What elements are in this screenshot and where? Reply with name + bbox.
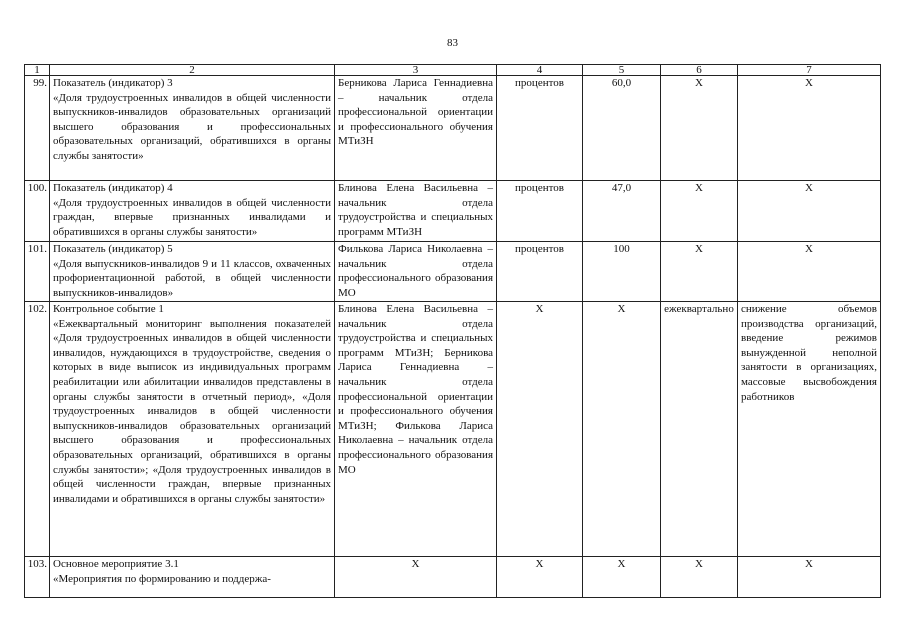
row-unit: процентов (497, 76, 583, 181)
row-description (50, 557, 335, 598)
row-col7: X (738, 76, 881, 181)
row-text: «Ежеквартальный мониторинг выполнения показателей «Доля трудоустроенных инвалидов в общей численности инвалидов, нуждающихся в трудоустройстве, сведения о которых в виде выписок из индивидуальных программ реабилитации или абилитации инвалидов представлены в органы службы занятости в отчетный период», «Доля трудоустроенных инвалидов в общей численности выпускников-инвалидов образовательных организаций высшего образования и профессиональных образовательных организаций, обратившихся в органы службы занятости»; «Доля трудоустроенных инвалидов в общей численности граждан, впервые признанных инвалидами и обратившихся в органы службы занятости» (53, 317, 331, 505)
row-unit: X (497, 302, 583, 557)
header-col-1: 1 (25, 65, 50, 76)
row-value: X (583, 302, 661, 557)
row-responsible: X (335, 557, 497, 598)
row-number: 100. (25, 181, 50, 242)
row-col7: X (738, 242, 881, 302)
row-responsible: Блинова Елена Васильевна – начальник отдела трудоустройства и специальных программ МТиЗН (335, 181, 497, 242)
plan-table (24, 64, 881, 598)
row-unit: процентов (497, 242, 583, 302)
row-value: 100 (583, 242, 661, 302)
row-responsible: Филькова Лариса Николаевна – начальник отдела профессионального образования МО (335, 242, 497, 302)
row-number: 102. (25, 302, 50, 557)
row-title: Показатель (индикатор) 5 (53, 243, 173, 255)
table-row (25, 242, 881, 302)
row-number: 101. (25, 242, 50, 302)
row-title: Контрольное событие 1 (53, 303, 164, 315)
header-col-2: 2 (50, 65, 335, 76)
table-row (25, 557, 881, 598)
row-value: X (583, 557, 661, 598)
row-col7: X (738, 557, 881, 598)
row-col7: снижение объемов производства организаций, введение режимов вынужденной неполной занятости в организациях, массовые высвобождения работников (738, 302, 881, 557)
row-responsible: Берникова Лариса Геннадиевна – начальник отдела профессиональной ориентации и профессионального обучения МТиЗН (335, 76, 497, 181)
row-description (50, 76, 335, 181)
row-col7: X (738, 181, 881, 242)
header-col-6: 6 (661, 65, 738, 76)
row-number: 99. (25, 76, 50, 181)
row-value: 60,0 (583, 76, 661, 181)
row-unit: процентов (497, 181, 583, 242)
header-row (25, 65, 881, 76)
page-number: 83 (447, 37, 458, 49)
row-text: «Доля выпускников-инвалидов 9 и 11 классов, охваченных профориентационной работой, в общей численности выпускников-инвалидов» (53, 257, 331, 299)
row-col6: X (661, 181, 738, 242)
row-title: Показатель (индикатор) 4 (53, 182, 173, 194)
header-col-3: 3 (335, 65, 497, 76)
row-text: «Доля трудоустроенных инвалидов в общей численности граждан, впервые признанных инвалидами и обратившихся в органы службы занятости» (53, 196, 331, 238)
row-col6: X (661, 76, 738, 181)
row-responsible: Блинова Елена Васильевна – начальник отдела трудоустройства и специальных программ МТиЗН; Берникова Лариса Геннадиевна – начальник отдела профессиональной ориентации и профессионального обучения МТиЗН; Филькова Лариса Николаевна – начальник отдела профессионального образования МО (335, 302, 497, 557)
row-text: «Доля трудоустроенных инвалидов в общей численности выпускников-инвалидов образовательных организаций высшего образования и профессиональных образовательных организаций, обратившихся в органы службы занятости» (53, 91, 331, 162)
row-col6: X (661, 557, 738, 598)
table-row (25, 76, 881, 181)
row-title: Основное мероприятие 3.1 (53, 558, 179, 570)
row-description (50, 302, 335, 557)
row-col6: ежеквартально (661, 302, 738, 557)
row-value: 47,0 (583, 181, 661, 242)
header-col-4: 4 (497, 65, 583, 76)
row-description (50, 242, 335, 302)
row-description (50, 181, 335, 242)
header-col-7: 7 (738, 65, 881, 76)
row-unit: X (497, 557, 583, 598)
table-row (25, 181, 881, 242)
row-title: Показатель (индикатор) 3 (53, 77, 173, 89)
table-row (25, 302, 881, 557)
row-col6: X (661, 242, 738, 302)
header-col-5: 5 (583, 65, 661, 76)
row-number: 103. (25, 557, 50, 598)
row-text: «Мероприятия по формированию и поддержа- (53, 572, 271, 585)
